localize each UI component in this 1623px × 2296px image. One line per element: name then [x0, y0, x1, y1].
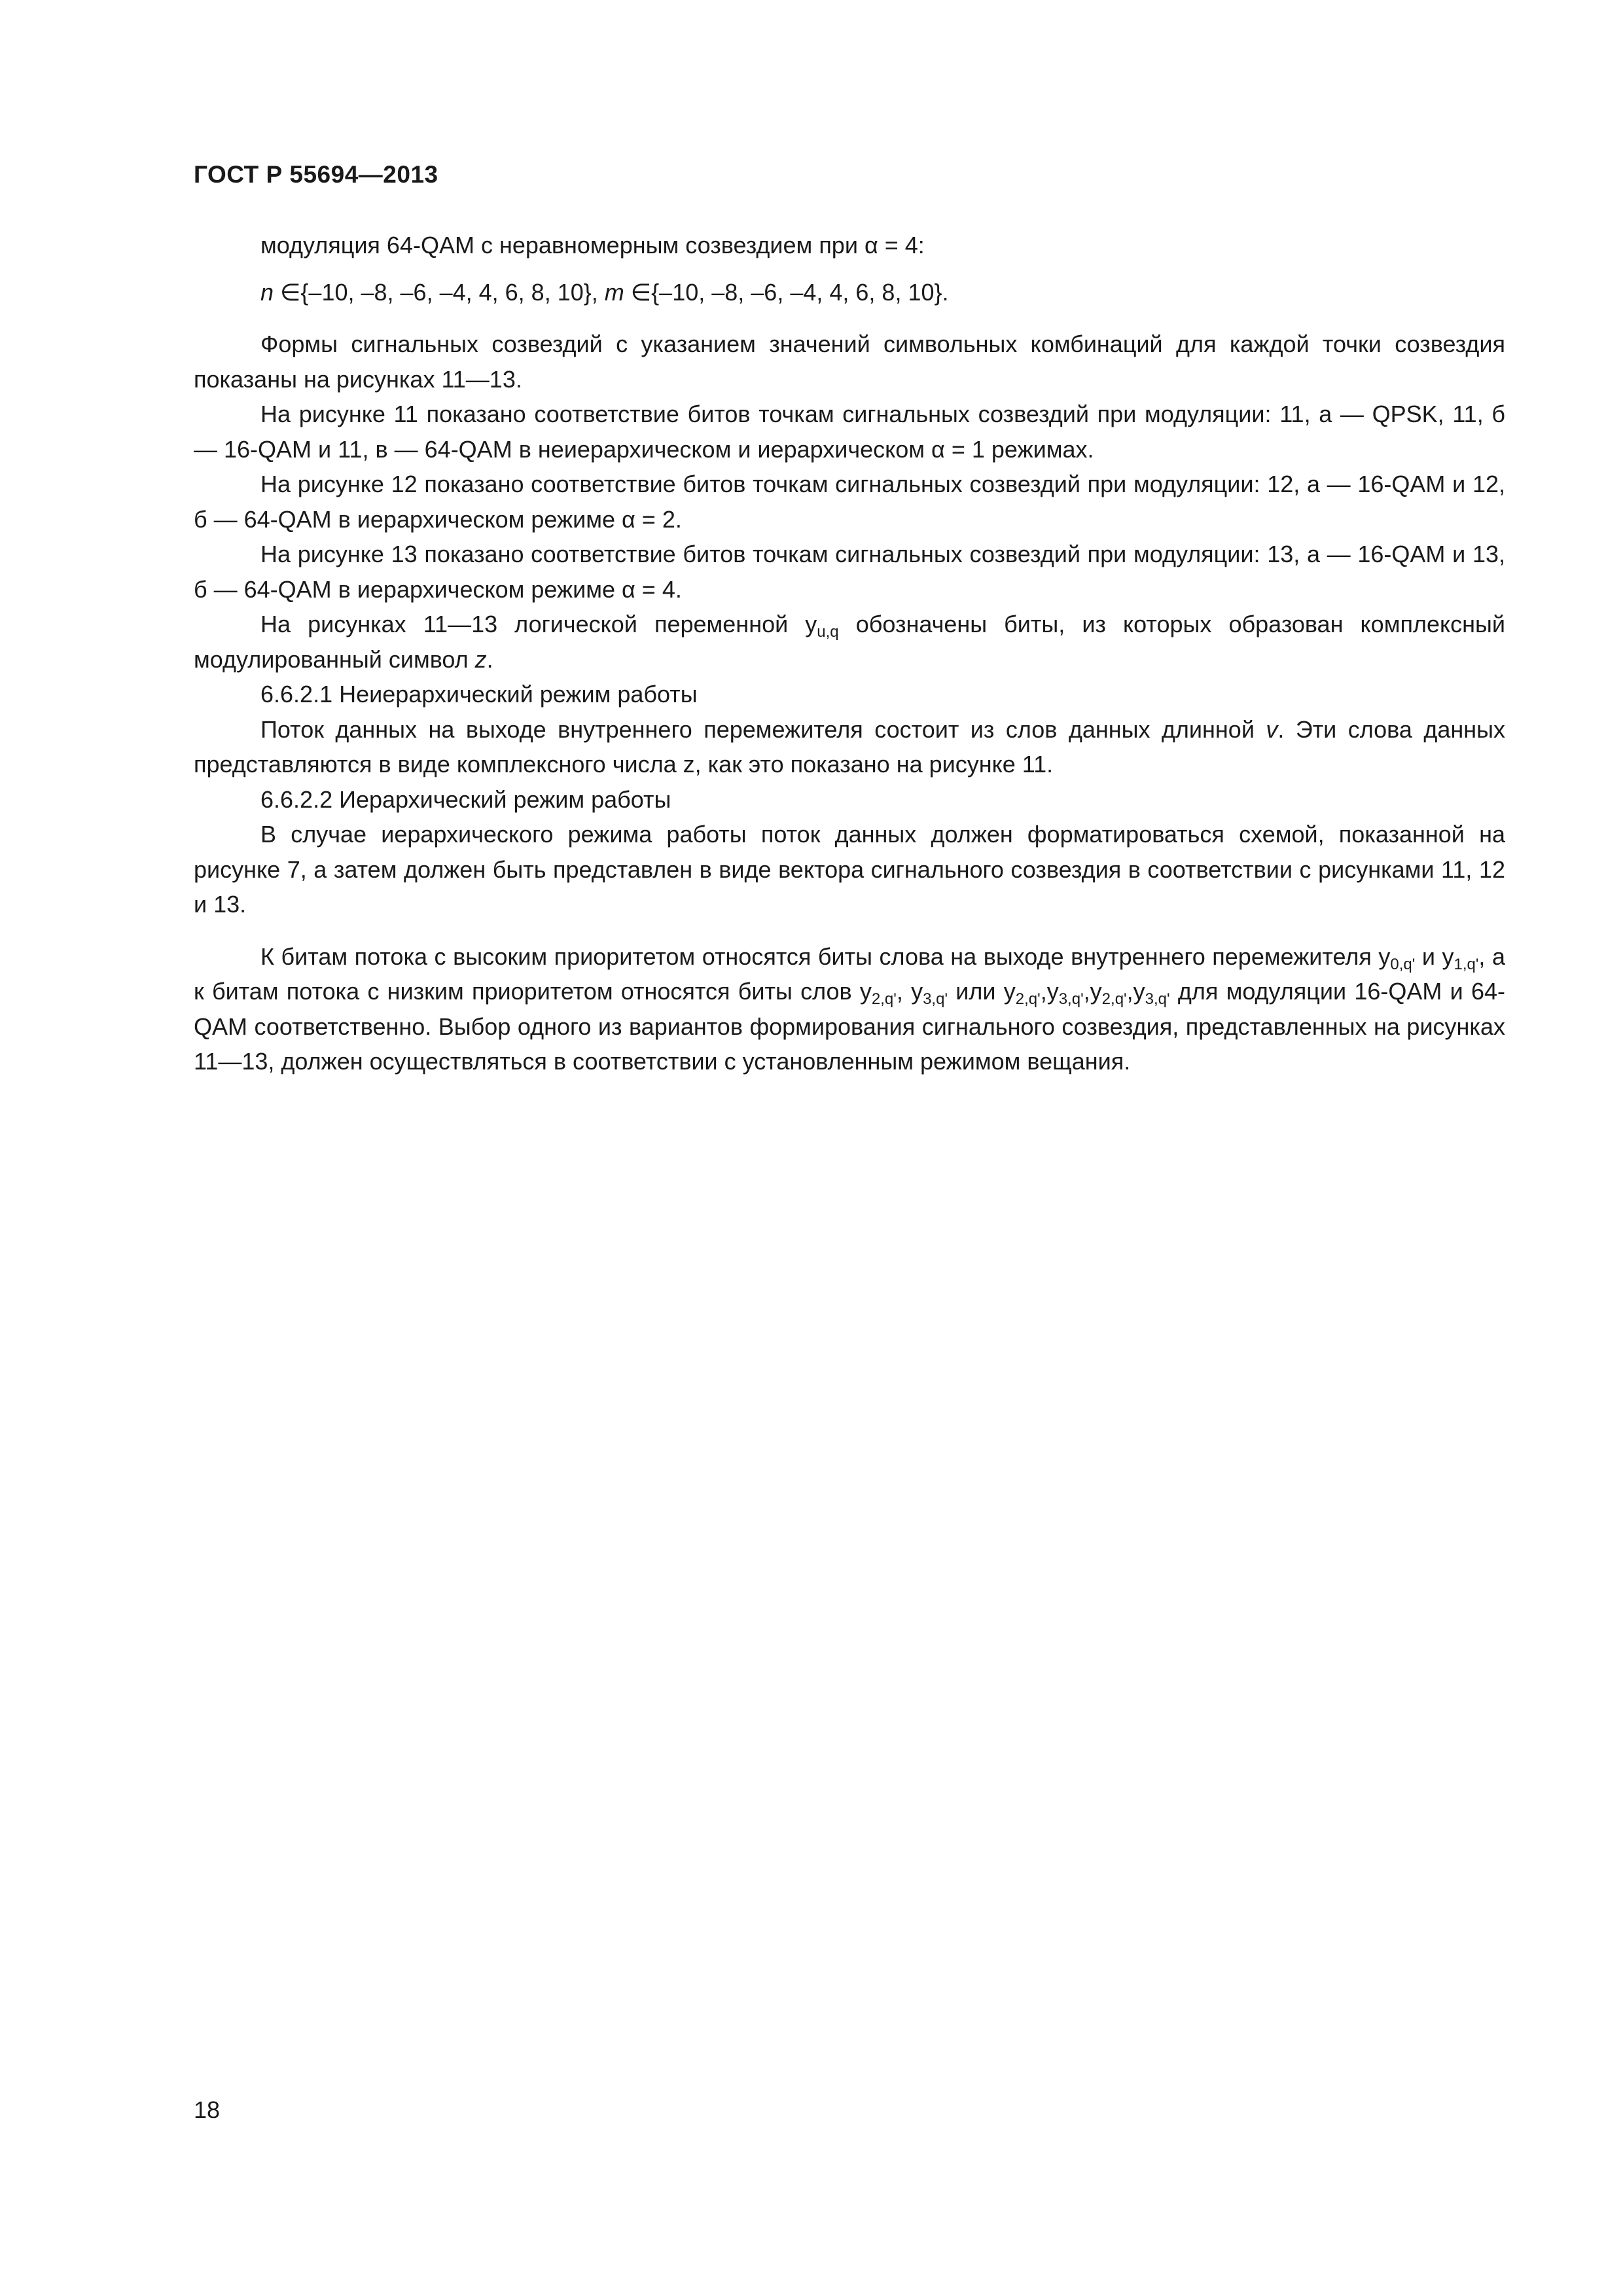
document-header: ГОСТ Р 55694—2013 [194, 161, 438, 188]
var-n: n [260, 278, 274, 306]
paragraph-figure-11: На рисунке 11 показано соответствие битов точкам сигнальных созвездий при модуляции: 11, а — QPSK, 11, б — 16-QAM и 11, в — 64-QAM в неиерархическом и иерархическом α = 1 режимах. [194, 401, 1505, 463]
paragraph-hierarchical: В случае иерархического режима работы поток данных должен форматироваться схемой, показанной на рисунке 7, а затем должен быть представлен в виде вектора сигнального созвездия в соответствии с рисунками 11, 12 и 13. [194, 821, 1505, 918]
subscript: 2,q' [1101, 990, 1127, 1008]
modulation-line: модуляция 64-QAM с неравномерным созвездием при α = 4: [260, 232, 925, 259]
set-n: ∈{–10, –8, –6, –4, 4, 6, 8, 10}, [274, 278, 605, 306]
subscript: 3,q' [923, 990, 948, 1008]
var-v: v [1266, 715, 1278, 743]
text-run: обозначены биты, из которых образован комплексный модулированный символ [194, 611, 1505, 673]
heading-6-6-2-1: 6.6.2.1 Неиерархический режим работы [260, 681, 698, 708]
set-m: ∈{–10, –8, –6, –4, 4, 6, 8, 10}. [624, 278, 949, 306]
subscript: 0,q' [1390, 955, 1416, 973]
subscript: 2,q' [1015, 990, 1041, 1008]
paragraph-figure-13: На рисунке 13 показано соответствие битов точкам сигнальных созвездий при модуляции: 13, а — 16-QAM и 13, б — 64-QAM в иерархическом режиме α = 4. [194, 541, 1505, 603]
main-content [194, 228, 1505, 1079]
paragraph-data-stream [194, 712, 1505, 782]
text-run: На рисунках 11—13 логической переменной y [260, 611, 817, 637]
page-number: 18 [194, 2096, 221, 2123]
text-run: К битам потока с высоким приоритетом относятся биты слова на выходе внутреннего перемежителя y [260, 942, 1391, 970]
set-definition-line [194, 275, 1505, 310]
subscript: 3,q' [1145, 990, 1170, 1008]
text-run: , а к битам потока с низким приоритетом относятся биты слов y [194, 942, 1505, 1005]
paragraph-priority-bits [194, 939, 1505, 1079]
paragraph-figure-12: На рисунке 12 показано соответствие битов точкам сигнальных созвездий при модуляции: 12, а — 16-QAM и 12, б — 64-QAM в иерархическом режиме α = 2. [194, 471, 1505, 533]
text-run: . [486, 645, 493, 673]
text-run: , y [896, 978, 923, 1005]
heading-6-6-2-2: 6.6.2.2 Иерархический режим работы [260, 785, 671, 813]
text-run: для модуляции 16-QAM и 64-QAM соответственно. Выбор одного из вариантов формирования сигнального созвездия, представленных на рисунках 11—13, должен осуществляться в соответствии с установленным режимом вещания. [194, 978, 1505, 1075]
text-run: и y [1415, 942, 1454, 970]
var-m: m [604, 278, 624, 306]
subscript: 1,q' [1454, 955, 1479, 973]
text-run: ,y [1083, 978, 1102, 1005]
text-run: . Эти слова данных представляются в виде комплексного числа z, как это показано на рисунке 11. [194, 715, 1505, 778]
paragraph-forms: Формы сигнальных созвездий с указанием значений символьных комбинаций для каждой точки созвездия показаны на рисунках 11—13. [194, 331, 1505, 393]
text-run: Поток данных на выходе внутреннего перемежителя состоит из слов данных длинной [260, 715, 1266, 743]
subscript: 3,q' [1058, 990, 1084, 1008]
text-run: или y [948, 978, 1016, 1005]
var-z: z [474, 645, 487, 673]
subscript: u,q [817, 623, 839, 641]
text-run: ,y [1040, 978, 1059, 1005]
text-run: ,y [1126, 978, 1145, 1005]
subscript: 2,q' [871, 990, 897, 1008]
paragraph-variable-y [194, 607, 1505, 677]
